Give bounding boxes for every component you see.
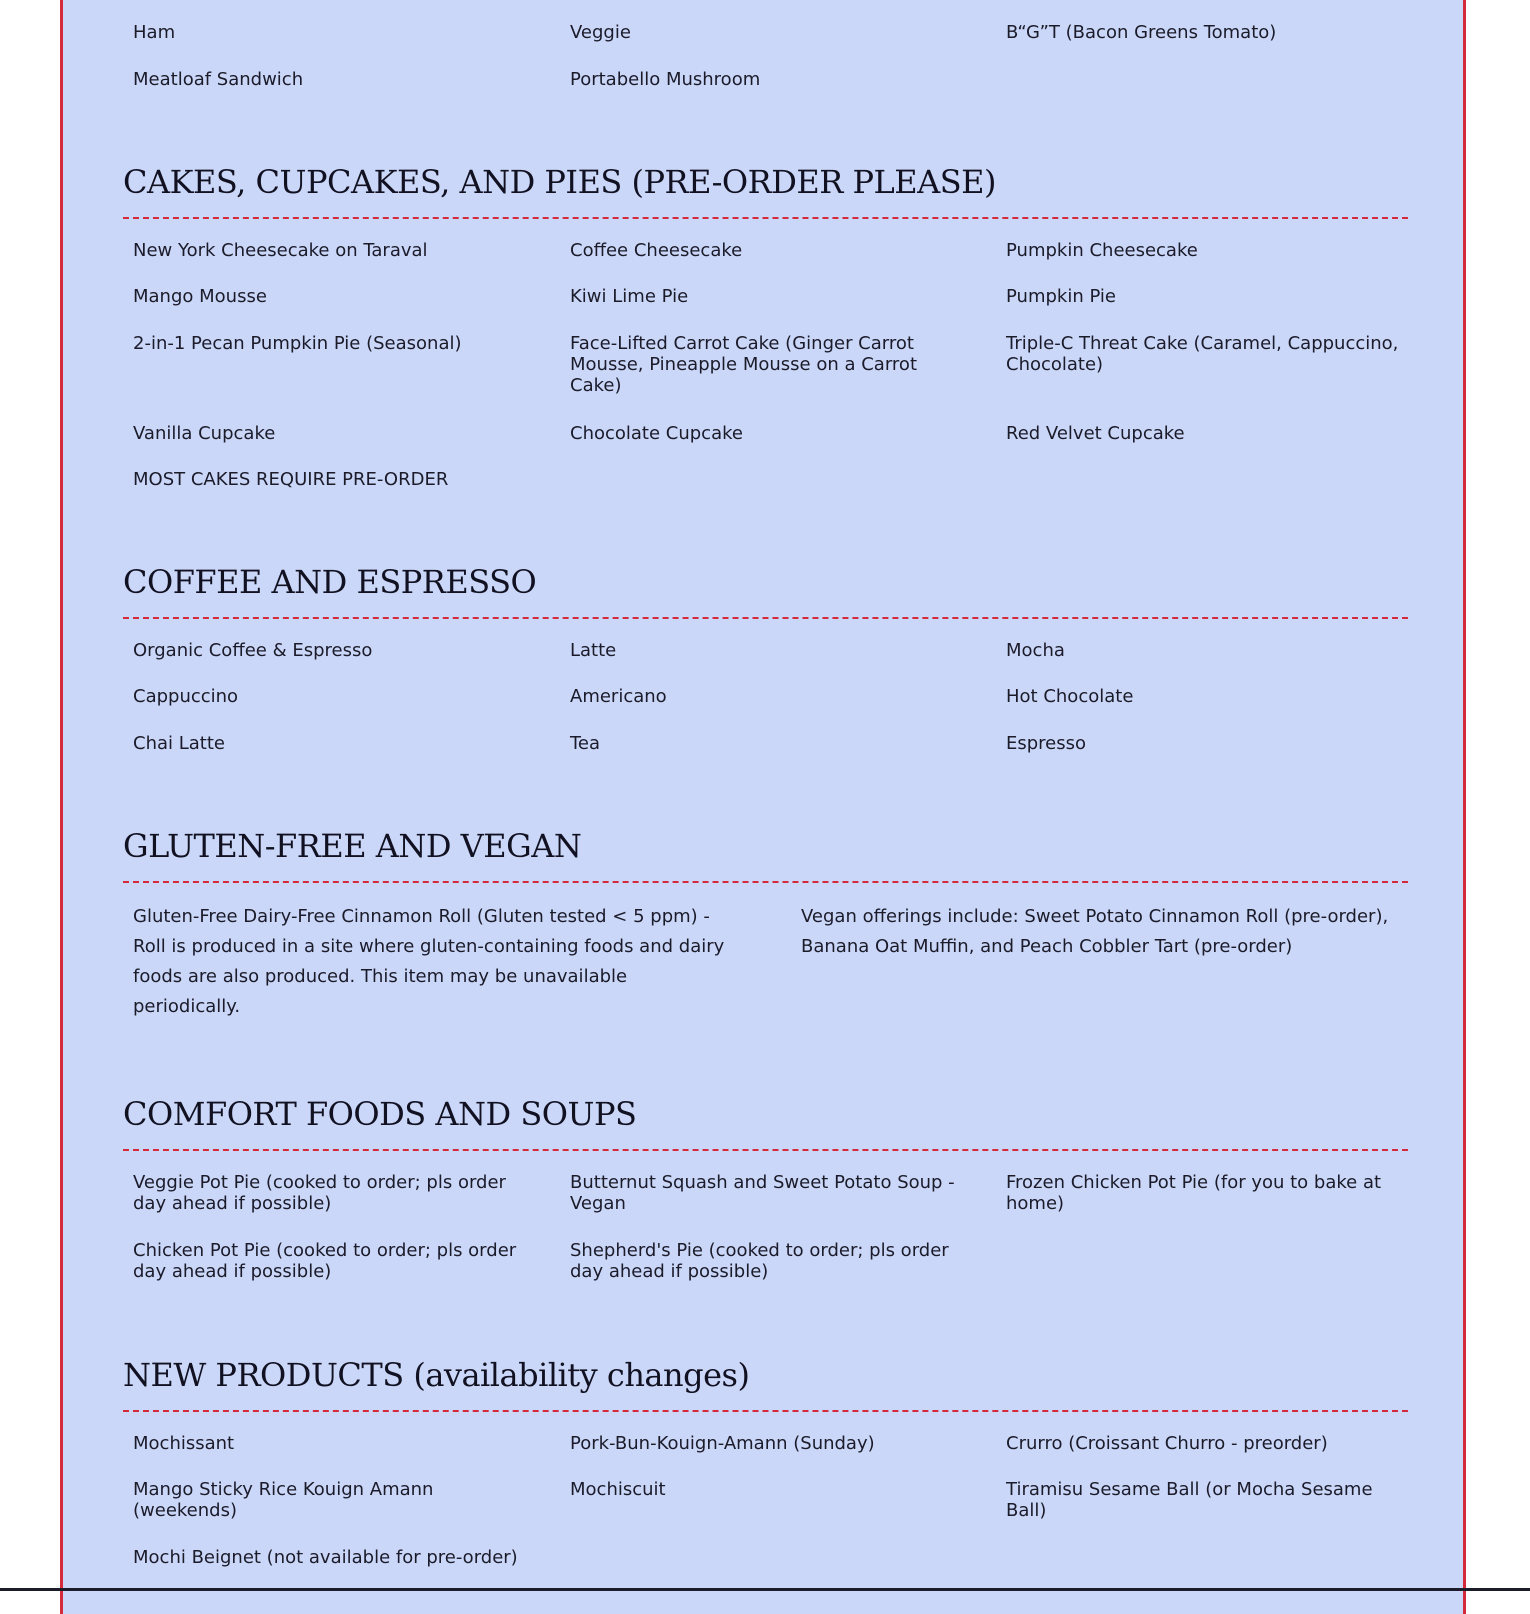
- menu-item: Organic Coffee & Espresso: [133, 640, 533, 661]
- menu-item: Mocha: [1006, 640, 1406, 661]
- section-title-coffee: COFFEE AND ESPRESSO: [123, 563, 536, 601]
- section-divider: [123, 617, 1408, 619]
- menu-item: Chai Latte: [133, 733, 533, 754]
- menu-item: Frozen Chicken Pot Pie (for you to bake at home): [1006, 1172, 1406, 1214]
- menu-item: New York Cheesecake on Taraval: [133, 240, 533, 261]
- menu-item: Chicken Pot Pie (cooked to order; pls order day ahead if possible): [133, 1240, 533, 1282]
- menu-item: Pumpkin Cheesecake: [1006, 240, 1406, 261]
- vegan-description: Vegan offerings include: Sweet Potato Cinnamon Roll (pre-order), Banana Oat Muffin, and Peach Cobbler Tart (pre-order): [801, 902, 1406, 962]
- menu-item: Pumpkin Pie: [1006, 286, 1406, 307]
- menu-item: B“G”T (Bacon Greens Tomato): [1006, 22, 1406, 43]
- menu-item: Mochi Beignet (not available for pre-order): [133, 1547, 533, 1568]
- section-divider: [123, 881, 1408, 883]
- menu-item: Latte: [570, 640, 970, 661]
- menu-item: Vanilla Cupcake: [133, 423, 533, 444]
- menu-item: Coffee Cheesecake: [570, 240, 970, 261]
- section-divider: [123, 1410, 1408, 1412]
- menu-item: Mango Sticky Rice Kouign Amann (weekends): [133, 1479, 533, 1521]
- menu-note: MOST CAKES REQUIRE PRE-ORDER: [133, 469, 533, 490]
- menu-item: Crurro (Croissant Churro - preorder): [1006, 1433, 1406, 1454]
- menu-item: Mochiscuit: [570, 1479, 970, 1500]
- menu-item: Portabello Mushroom: [570, 69, 970, 90]
- section-divider: [123, 1149, 1408, 1151]
- menu-item: Mango Mousse: [133, 286, 533, 307]
- section-divider: [123, 217, 1408, 219]
- menu-item: Butternut Squash and Sweet Potato Soup - Vegan: [570, 1172, 970, 1214]
- section-title-comfort-foods: COMFORT FOODS AND SOUPS: [123, 1095, 636, 1133]
- menu-item: Espresso: [1006, 733, 1406, 754]
- menu-item: Ham: [133, 22, 533, 43]
- menu-item: Veggie Pot Pie (cooked to order; pls order day ahead if possible): [133, 1172, 533, 1214]
- section-title-gluten-free: GLUTEN-FREE AND VEGAN: [123, 827, 581, 865]
- menu-item: Meatloaf Sandwich: [133, 69, 533, 90]
- menu-item: Tea: [570, 733, 970, 754]
- menu-item: Kiwi Lime Pie: [570, 286, 970, 307]
- menu-item: Face-Lifted Carrot Cake (Ginger Carrot Mousse, Pineapple Mousse on a Carrot Cake): [570, 333, 970, 396]
- menu-item: Veggie: [570, 22, 970, 43]
- section-title-cakes: CAKES, CUPCAKES, AND PIES (PRE-ORDER PLEASE): [123, 163, 996, 201]
- gluten-free-description: Gluten-Free Dairy-Free Cinnamon Roll (Gluten tested < 5 ppm) - Roll is produced in a site where gluten-containing foods and dairy foods are also produced. This item may be unavailable periodically.: [133, 902, 733, 1022]
- menu-item: Hot Chocolate: [1006, 686, 1406, 707]
- menu-item: Shepherd's Pie (cooked to order; pls order day ahead if possible): [570, 1240, 970, 1282]
- menu-item: Triple-C Threat Cake (Caramel, Cappuccino, Chocolate): [1006, 333, 1406, 375]
- section-title-new-products: NEW PRODUCTS (availability changes): [123, 1356, 749, 1394]
- menu-item: Red Velvet Cupcake: [1006, 423, 1406, 444]
- menu-item: Americano: [570, 686, 970, 707]
- menu-item: Chocolate Cupcake: [570, 423, 970, 444]
- menu-item: 2-in-1 Pecan Pumpkin Pie (Seasonal): [133, 333, 533, 354]
- menu-item: Pork-Bun-Kouign-Amann (Sunday): [570, 1433, 970, 1454]
- menu-item: Cappuccino: [133, 686, 533, 707]
- menu-item: Mochissant: [133, 1433, 533, 1454]
- menu-item: Tiramisu Sesame Ball (or Mocha Sesame Ball): [1006, 1479, 1406, 1521]
